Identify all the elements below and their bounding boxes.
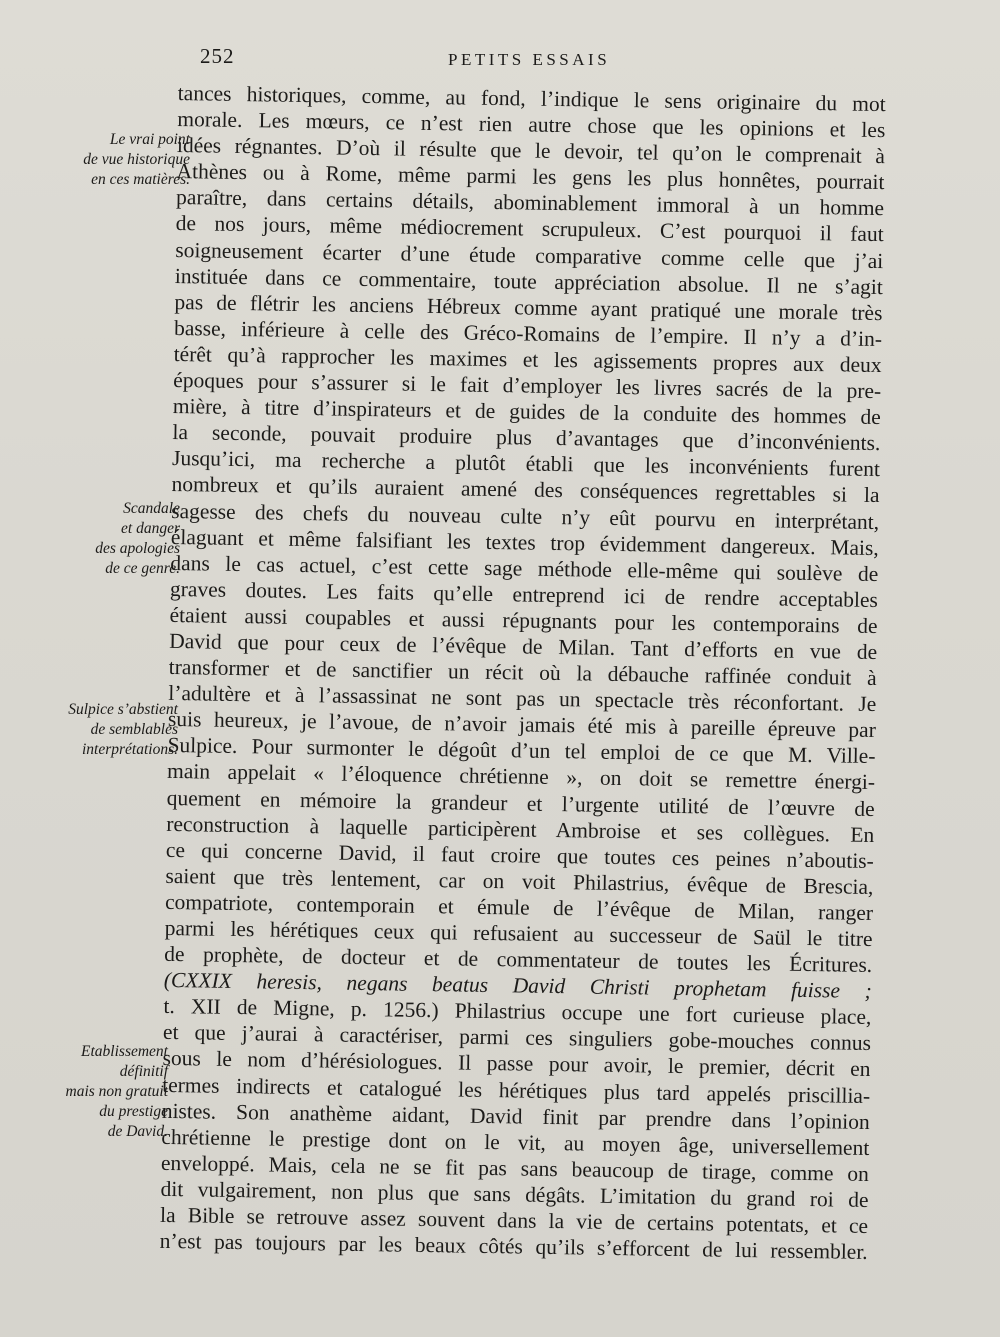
margin-note-line: de semblables [90, 721, 178, 738]
text-line: t. XII de Migne, p. 1256.) Philastrius occupe une fort curieuse place, [163, 994, 872, 1030]
text-line: termes indirects et catalogué les hérétiques plus tard appelés priscillia- [162, 1072, 871, 1108]
text-line: l’adultère et à l’assassinat ne sont pas un spectacle très réconfortant. Je [168, 681, 877, 717]
margin-note-line: en ces matières. [91, 171, 190, 188]
margin-note-line: mais non gratuit [65, 1083, 168, 1100]
text-line: dans le cas actuel, c’est cette sage méthode elle-même qui soulève de [170, 550, 879, 586]
text-line: reconstruction à laquelle participèrent Ambroise et ses collègues. En [166, 811, 875, 847]
text-line: sagesse des chefs du nouveau culte n’y eût pourvu en interprétant, [171, 498, 880, 534]
text-line: ce qui concerne David, il faut croire que toutes ces peines n’aboutis- [165, 837, 875, 873]
body-text [160, 80, 886, 1265]
text-line: térêt qu’à rapprocher les maximes et les agissements propres aux deux [173, 341, 882, 378]
text-line: soigneusement écarter d’une étude comparative comme celle que j’ai [175, 237, 884, 273]
margin-note-line: du prestige [99, 1103, 168, 1120]
page-number: 252 [200, 44, 235, 68]
text-line: main appelait « l’éloquence chrétienne », on doit se remettre énergi- [166, 759, 876, 795]
text-line: mière, à titre d’inspirateurs et de guides de la conduite des hommes de [172, 394, 881, 430]
text-line: époques pour s’assurer si le fait d’employer les livres sacrés de la pre- [173, 367, 882, 404]
text-line: paraître, dans certains détails, abominablement immoral à un homme [175, 185, 885, 221]
margin-note-line: de ce genre. [105, 560, 180, 577]
text-line: sous le nom d’hérésiologues. Il passe pour avoir, le premier, décrit en [162, 1046, 871, 1082]
text-line: n’est pas toujours par les beaux côtés qu’ils s’efforcent de lui ressembler. [159, 1228, 868, 1265]
text-line: Athènes ou à Rome, même parmi les gens les plus honnêtes, pourrait [176, 159, 885, 195]
text-line: pas de flétrir les anciens Hébreux comme ayant pratiqué une morale très [174, 289, 883, 325]
text-line: morale. Les mœurs, ce n’est rien autre chose que les opinions et les [177, 107, 886, 143]
text-line: dit vulgairement, non plus que sans dégâts. L’imitation du grand roi de [160, 1176, 869, 1212]
margin-note-line: Scandale [123, 500, 180, 517]
margin-note [95, 499, 180, 579]
margin-note-line: de David. [107, 1123, 168, 1140]
margin-note-line: et danger [121, 520, 180, 537]
text-line: graves doutes. Les faits qu’elle entreprend ici de rendre acceptables [169, 576, 879, 612]
text-line: la Bible se retrouve assez souvent dans la vie de certains potentats, et ce [159, 1202, 869, 1239]
text-line: instituée dans ce commentaire, toute appréciation absolue. Il ne s’agit [174, 263, 884, 299]
text-line: de nos jours, même médiocrement scrupuleux. C’est pourquoi il faut [175, 211, 884, 247]
text-line: quement en mémoire la grandeur et l’urgente utilité de l’œuvre de [166, 785, 875, 821]
text-line: tances historiques, comme, au fond, l’indique le sens originaire du mot [177, 80, 886, 117]
text-line: basse, inférieure à celle des Gréco-Romains de l’empire. Il n’y a d’in- [173, 315, 883, 351]
text-line: suis heureux, je l’avoue, de n’avoir jamais été mis à pareille épreuve par [167, 707, 877, 743]
margin-note [83, 130, 190, 190]
margin-note [66, 1042, 168, 1142]
margin-note-line: des apologies [95, 540, 180, 557]
text-line: idées régnantes. D’où il résulte que le devoir, tel qu’on le comprenait à [176, 133, 886, 169]
running-title: PETITS ESSAIS [448, 50, 611, 69]
margin-note-line: interprétations. [81, 741, 178, 758]
text-line-latin-citation: (CXXIX heresis, negans beatus David Christi prophetam fuisse ; [163, 968, 872, 1004]
margin-note-line: de vue historique [83, 151, 190, 168]
margin-note [68, 700, 178, 760]
text-line: de prophète, de docteur et de commentateur de toutes les Écritures. [164, 941, 873, 978]
margin-note-line: Le vrai point [109, 131, 190, 148]
text-line: élaguant et même falsifiant les textes trop évidemment dangereux. Mais, [170, 524, 879, 560]
text-line: et que j’aurai à caractériser, parmi ces singuliers gobe-mouches connus [162, 1020, 872, 1056]
margin-note-line: définitif [119, 1063, 168, 1080]
page-header [0, 44, 1000, 84]
text-line: chrétienne le prestige dont on le vit, au moyen âge, universellement [161, 1124, 870, 1160]
text-line: Sulpice. Pour surmonter le dégoût d’un tel emploi de ce que M. Ville- [167, 733, 876, 769]
margin-note-line: Sulpice s’abstient [68, 701, 178, 718]
text-line: la seconde, pouvait produire plus d’avantages que d’inconvénients. [172, 420, 881, 456]
margin-note-line: Etablissement [81, 1043, 168, 1060]
text-line: nombreux et qu’ils auraient amené des conséquences regrettables si la [171, 472, 880, 508]
text-line: étaient aussi coupables et aussi répugnants pour les contemporains de [169, 602, 878, 638]
text-line: David que pour ceux de l’évêque de Milan. Tant d’efforts en vue de [169, 628, 878, 665]
text-line: nistes. Son anathème aidant, David finit par prendre dans l’opinion [161, 1098, 870, 1134]
text-line: saient que très lentement, car on voit Philastrius, évêque de Brescia, [165, 863, 874, 899]
text-line: parmi les hérétiques ceux qui refusaient au successeur de Saül le titre [164, 915, 873, 952]
text-line: compatriote, contemporain et émule de l’évêque de Milan, ranger [164, 889, 874, 925]
text-line: Jusqu’ici, ma recherche a plutôt établi que les inconvénients furent [171, 446, 881, 482]
text-line: enveloppé. Mais, cela ne se fit pas sans beaucoup de tirage, comme on [160, 1150, 870, 1186]
text-line: transformer et de sanctifier un récit où la débauche raffinée conduit à [168, 654, 877, 691]
